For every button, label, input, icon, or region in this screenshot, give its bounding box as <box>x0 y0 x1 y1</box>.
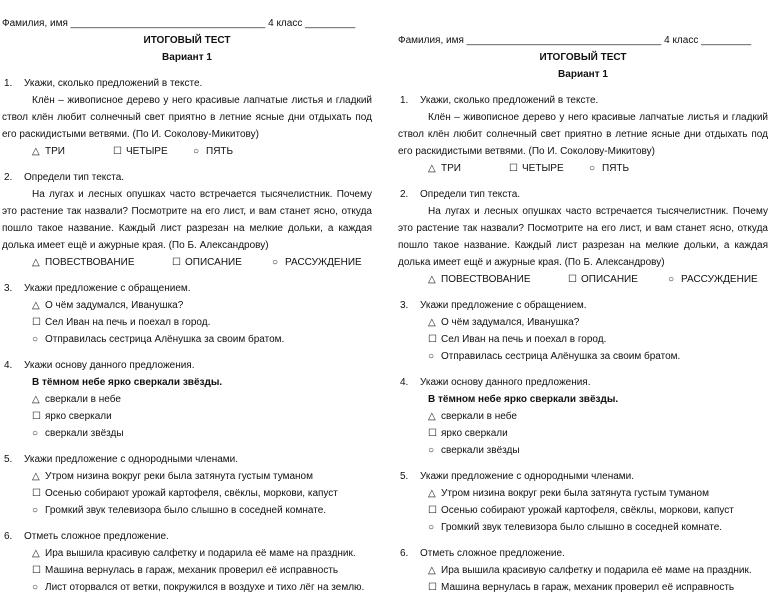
answer-option-text: Сел Иван на печь и поехал в город. <box>45 317 211 328</box>
triangle-icon[interactable]: △ <box>32 146 40 157</box>
answer-option-text: РАССУЖДЕНИЕ <box>681 274 758 285</box>
question-text: Определи тип текста. <box>420 189 521 200</box>
question-passage: На лугах и лесных опушках часто встречается тысячелистник. Почему это растение так назвали? Посмотрите на его лист, и вам станет ясно, откуда пошло такое название. Каждый лист разрезан на мелкие дольки, а каждая долька имеет ещё и ажурные края. (По Б. Александрову) <box>2 189 372 251</box>
question-number: 4. <box>4 360 13 371</box>
question-title <box>2 528 372 545</box>
answer-option-text: ПОВЕСТВОВАНИЕ <box>45 257 135 268</box>
question-number: 3. <box>4 283 13 294</box>
answer-option-text: сверкали звёзды <box>45 428 124 439</box>
answer-option-text: Ира вышила красивую салфетку и подарила её маме на праздник. <box>45 548 356 559</box>
square-icon[interactable]: ☐ <box>428 334 437 345</box>
answer-option[interactable] <box>398 348 768 365</box>
question-text: Укажи предложение с однородными членами. <box>420 471 635 482</box>
question-text: Укажи, сколько предложений в тексте. <box>24 78 203 89</box>
answer-option[interactable] <box>193 143 233 160</box>
question-number: 5. <box>400 471 409 482</box>
triangle-icon[interactable]: △ <box>32 394 40 405</box>
question-number: 2. <box>400 189 409 200</box>
question-title <box>2 357 372 374</box>
answer-option[interactable] <box>428 271 531 288</box>
test-page-right <box>398 32 768 596</box>
name-field-label[interactable]: Фамилия, имя ___________________________________ <box>2 18 266 29</box>
question-title <box>398 186 768 203</box>
answer-option[interactable] <box>2 331 372 348</box>
answer-option[interactable] <box>32 143 65 160</box>
question-title <box>2 451 372 468</box>
circle-icon[interactable]: ○ <box>428 522 435 533</box>
question-number: 6. <box>4 531 13 542</box>
question-title <box>398 545 768 562</box>
circle-icon[interactable]: ○ <box>589 163 596 174</box>
answer-option-text: О чём задумался, Иванушка? <box>45 300 184 311</box>
variant-label: Вариант 1 <box>162 52 212 63</box>
circle-icon[interactable]: ○ <box>272 257 279 268</box>
answer-option-text: ярко сверкали <box>45 411 112 422</box>
answer-option-text: Утром низина вокруг реки была затянута густым туманом <box>441 488 709 499</box>
square-icon[interactable]: ☐ <box>32 317 41 328</box>
square-icon[interactable]: ☐ <box>32 565 41 576</box>
answer-option-text: Машина вернулась в гараж, механик проверил её исправность <box>45 565 339 576</box>
answer-option-text: ТРИ <box>45 146 65 157</box>
triangle-icon[interactable]: △ <box>32 471 40 482</box>
question-text: Укажи предложение с обращением. <box>420 300 587 311</box>
question <box>398 545 768 596</box>
test-page-left <box>2 15 372 596</box>
answer-option-text: сверкали звёзды <box>441 445 520 456</box>
triangle-icon[interactable]: △ <box>428 565 436 576</box>
variant-label: Вариант 1 <box>558 69 608 80</box>
square-icon[interactable]: ☐ <box>32 411 41 422</box>
class-field-label[interactable]: 4 класс _________ <box>664 35 752 46</box>
square-icon[interactable]: ☐ <box>428 582 437 593</box>
name-class-line <box>2 15 372 32</box>
question <box>2 357 372 442</box>
answer-option[interactable] <box>2 425 372 442</box>
answer-option-text: ПЯТЬ <box>206 146 234 157</box>
question-text: Укажи основу данного предложения. <box>420 377 591 388</box>
answer-option-text: Осенью собирают урожай картофеля, свёклы, моркови, капуст <box>441 505 734 516</box>
answer-option-text: Сел Иван на печь и поехал в город. <box>441 334 607 345</box>
question-text: Отметь сложное предложение. <box>24 531 169 542</box>
question-title <box>398 92 768 109</box>
question <box>398 374 768 459</box>
question-passage: На лугах и лесных опушках часто встречается тысячелистник. Почему это растение так назвали? Посмотрите на его лист, и вам станет ясно, откуда пошло такое название. Каждый лист разрезан на мелкие дольки, а каждая долька имеет ещё и ажурные края. (По Б. Александрову) <box>398 206 768 268</box>
circle-icon[interactable]: ○ <box>32 428 39 439</box>
question-passage: Клён – живописное дерево у него красивые лапчатые листья и гладкий ствол клён любит солнечный свет приятно в летние ясные дни отдыхать под его раскидистыми ветвями. (По И. Соколову-Микитову) <box>2 95 372 140</box>
square-icon[interactable]: ☐ <box>113 146 122 157</box>
answer-option-text: Громкий звук телевизора было слышно в соседней комнате. <box>45 505 327 516</box>
answer-option[interactable] <box>2 468 372 485</box>
answer-option[interactable] <box>2 408 372 425</box>
triangle-icon[interactable]: △ <box>32 300 40 311</box>
question-text: Укажи предложение с однородными членами. <box>24 454 239 465</box>
answer-option[interactable] <box>398 519 768 536</box>
options-row <box>398 271 768 288</box>
triangle-icon[interactable]: △ <box>32 257 40 268</box>
answer-option[interactable] <box>272 254 362 271</box>
question-title <box>398 297 768 314</box>
answer-option[interactable] <box>398 579 768 596</box>
circle-icon[interactable]: ○ <box>428 351 435 362</box>
question-number: 1. <box>400 95 409 106</box>
answer-option[interactable] <box>172 254 242 271</box>
answer-option[interactable] <box>398 425 768 442</box>
answer-option[interactable] <box>2 502 372 519</box>
question-number: 3. <box>400 300 409 311</box>
question-text: Укажи предложение с обращением. <box>24 283 191 294</box>
question <box>2 528 372 596</box>
question <box>398 92 768 177</box>
answer-option-text: Ира вышила красивую салфетку и подарила её маме на праздник. <box>441 565 752 576</box>
question-text: Определи тип текста. <box>24 172 125 183</box>
square-icon[interactable]: ☐ <box>32 488 41 499</box>
test-title: ИТОГОВЫЙ ТЕСТ <box>143 35 231 46</box>
answer-option-text: Отправилась сестрица Алёнушка за своим братом. <box>45 334 285 345</box>
question-passage: Клён – живописное дерево у него красивые лапчатые листья и гладкий ствол клён любит солнечный свет приятно в летние ясные дни отдыхать под его раскидистыми ветвями. (По И. Соколову-Микитову) <box>398 112 768 157</box>
question <box>2 169 372 271</box>
answer-option-text: ПЯТЬ <box>602 163 630 174</box>
answer-option-text: ЧЕТЫРЕ <box>126 146 168 157</box>
question-title <box>398 468 768 485</box>
circle-icon[interactable]: ○ <box>32 505 39 516</box>
answer-option[interactable] <box>2 485 372 502</box>
square-icon[interactable]: ☐ <box>172 257 181 268</box>
answer-option[interactable] <box>2 562 372 579</box>
square-icon[interactable]: ☐ <box>428 428 437 439</box>
question <box>398 297 768 365</box>
triangle-icon[interactable]: △ <box>428 163 436 174</box>
answer-option-text: Осенью собирают урожай картофеля, свёклы, моркови, капуст <box>45 488 338 499</box>
question-title <box>2 169 372 186</box>
question-text: Укажи основу данного предложения. <box>24 360 195 371</box>
answer-option-text: ЧЕТЫРЕ <box>522 163 564 174</box>
circle-icon[interactable]: ○ <box>32 582 39 593</box>
triangle-icon[interactable]: △ <box>32 548 40 559</box>
answer-option-text: Машина вернулась в гараж, механик проверил её исправность <box>441 582 735 593</box>
answer-option-text: Отправилась сестрица Алёнушка за своим братом. <box>441 351 681 362</box>
triangle-icon[interactable]: △ <box>428 411 436 422</box>
answer-option[interactable] <box>398 314 768 331</box>
square-icon[interactable]: ☐ <box>509 163 518 174</box>
question <box>398 468 768 536</box>
answer-option[interactable] <box>509 160 564 177</box>
answer-option-text: сверкали в небе <box>45 394 121 405</box>
question <box>2 280 372 348</box>
question <box>2 451 372 519</box>
answer-option-text: ярко сверкали <box>441 428 508 439</box>
options-row <box>398 160 768 177</box>
answer-option-text: ПОВЕСТВОВАНИЕ <box>441 274 531 285</box>
square-icon[interactable]: ☐ <box>568 274 577 285</box>
answer-option[interactable] <box>568 271 638 288</box>
triangle-icon[interactable]: △ <box>428 274 436 285</box>
answer-option-text: Лист оторвался от ветки, покружился в воздухе и тихо лёг на землю. <box>45 582 365 593</box>
question-sentence: В тёмном небе ярко сверкали звёзды. <box>428 394 619 405</box>
circle-icon[interactable]: ○ <box>668 274 675 285</box>
circle-icon[interactable]: ○ <box>193 146 200 157</box>
answer-option[interactable] <box>32 254 135 271</box>
answer-option[interactable] <box>2 314 372 331</box>
question-title <box>2 75 372 92</box>
answer-option[interactable] <box>2 297 372 314</box>
answer-option-text: РАССУЖДЕНИЕ <box>285 257 362 268</box>
options-row <box>2 254 372 271</box>
triangle-icon[interactable]: △ <box>428 488 436 499</box>
class-field-label[interactable]: 4 класс _________ <box>268 18 356 29</box>
answer-option-text: ОПИСАНИЕ <box>581 274 638 285</box>
answer-option[interactable] <box>113 143 168 160</box>
question <box>398 186 768 288</box>
answer-option[interactable] <box>2 545 372 562</box>
answer-option-text: сверкали в небе <box>441 411 517 422</box>
question-title <box>2 280 372 297</box>
question-text: Укажи, сколько предложений в тексте. <box>420 95 599 106</box>
question-number: 6. <box>400 548 409 559</box>
answer-option[interactable] <box>398 331 768 348</box>
answer-option[interactable] <box>398 408 768 425</box>
answer-option[interactable] <box>2 579 372 596</box>
circle-icon[interactable]: ○ <box>32 334 39 345</box>
answer-option[interactable] <box>398 502 768 519</box>
question <box>2 75 372 160</box>
answer-option[interactable] <box>668 271 758 288</box>
name-class-line <box>398 32 768 49</box>
answer-option-text: Громкий звук телевизора было слышно в соседней комнате. <box>441 522 723 533</box>
circle-icon[interactable]: ○ <box>428 445 435 456</box>
test-title: ИТОГОВЫЙ ТЕСТ <box>539 52 627 63</box>
options-row <box>2 143 372 160</box>
answer-option[interactable] <box>428 160 461 177</box>
question-number: 5. <box>4 454 13 465</box>
question-text: Отметь сложное предложение. <box>420 548 565 559</box>
answer-option-text: О чём задумался, Иванушка? <box>441 317 580 328</box>
question-number: 4. <box>400 377 409 388</box>
answer-option-text: Утром низина вокруг реки была затянута густым туманом <box>45 471 313 482</box>
answer-option[interactable] <box>398 485 768 502</box>
answer-option-text: ОПИСАНИЕ <box>185 257 242 268</box>
question-number: 1. <box>4 78 13 89</box>
answer-option[interactable] <box>589 160 629 177</box>
answer-option-text: ТРИ <box>441 163 461 174</box>
triangle-icon[interactable]: △ <box>428 317 436 328</box>
answer-option[interactable] <box>2 391 372 408</box>
name-field-label[interactable]: Фамилия, имя ___________________________________ <box>398 35 662 46</box>
answer-option[interactable] <box>398 562 768 579</box>
square-icon[interactable]: ☐ <box>428 505 437 516</box>
question-title <box>398 374 768 391</box>
question-sentence: В тёмном небе ярко сверкали звёзды. <box>32 377 223 388</box>
answer-option[interactable] <box>398 442 768 459</box>
question-number: 2. <box>4 172 13 183</box>
